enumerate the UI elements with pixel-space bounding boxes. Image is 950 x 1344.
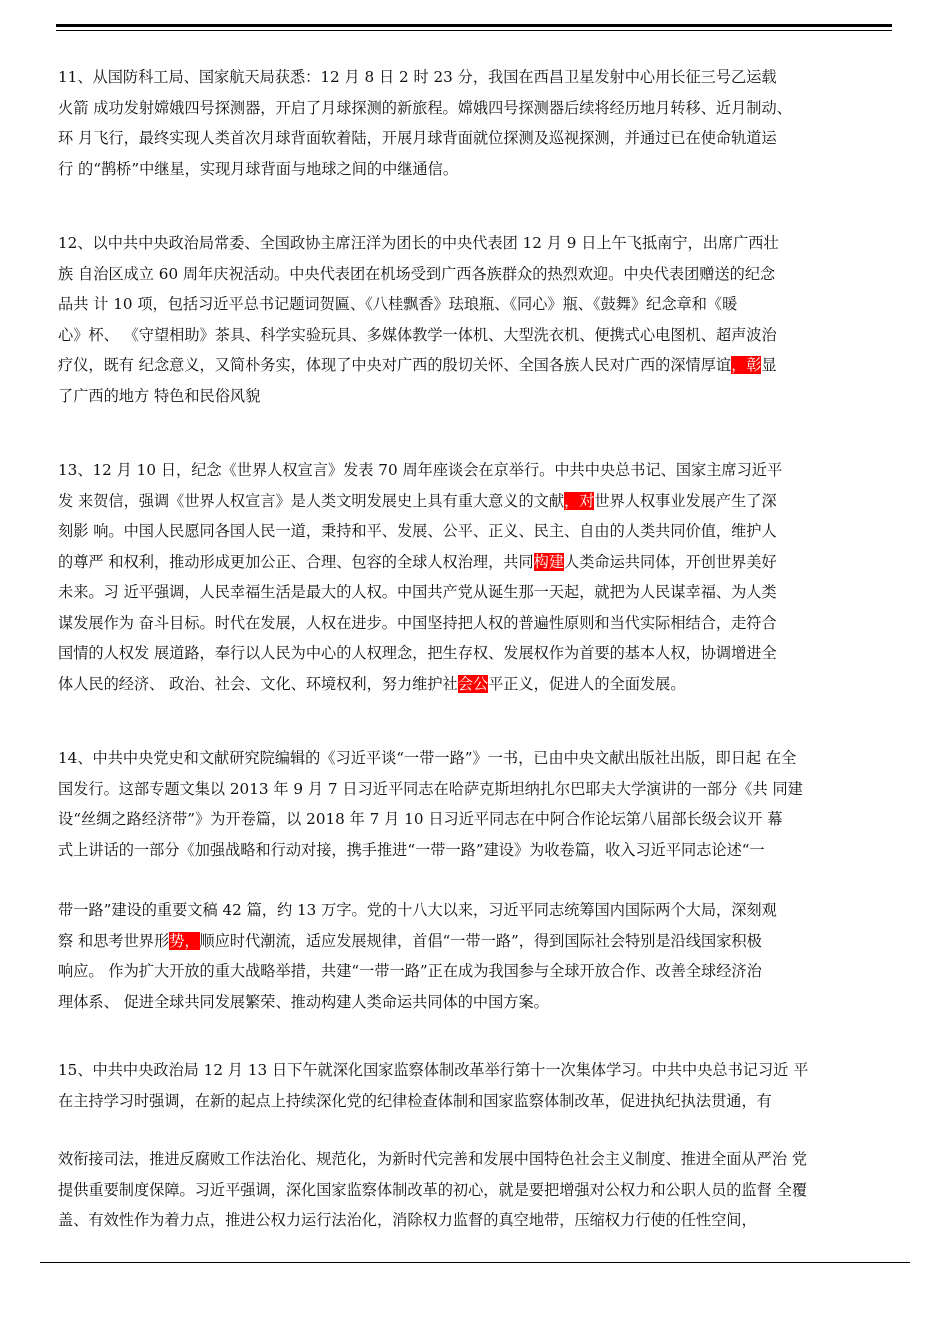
text-line — [58, 289, 898, 320]
text-run: 设“丝绸之路经济带”》为开卷篇，以 2018 年 7 月 10 日习近平同志在中阿合作论坛第八届部长级会议开 幕 — [58, 810, 783, 828]
text-run: 刻影 响。中国人民愿同各国人民一道，秉持和平、发展、公平、正义、民主、自由的人类共同价值，维护人 — [58, 522, 777, 540]
text-line — [58, 1205, 898, 1236]
text-run: 族 自治区成立 60 周年庆祝活动。中央代表团在机场受到广西各族群众的热烈欢迎。中央代表团赠送的纪念 — [58, 264, 776, 283]
text-line — [58, 486, 898, 517]
text-run: 谋发展作为 奋斗目标。时代在发展，人权在进步。中国坚持把人权的普遍性原则和当代实际相结合，走符合 — [58, 613, 777, 632]
text-run: 式上讲话的一部分《加强战略和行动对接，携手推进“一带一路”建设》为收卷篇，收入习近平同志论述“一 — [58, 840, 765, 859]
text-line — [58, 1175, 898, 1206]
text-run: 平正义，促进人的全面发展。 — [488, 674, 686, 693]
news-item-14-continued — [58, 895, 898, 1017]
text-run: 火箭 成功发射嫦娥四号探测器，开启了月球探测的新旅程。嫦娥四号探测器后续将经历地月转移、近月制动、 — [58, 98, 792, 117]
text-line — [58, 350, 898, 381]
text-run: 行 的“鹊桥”中继星，实现月球背面与地球之间的中继通信。 — [58, 159, 459, 178]
highlighted-text: 势， — [169, 931, 200, 950]
news-item-13 — [58, 455, 898, 699]
header-rule-thick — [56, 24, 892, 27]
text-run: 人类命运共同体，开创世界美好 — [564, 552, 777, 571]
highlighted-text: ，对 — [564, 491, 595, 510]
text-run: 效衔接司法，推进反腐败工作法治化、规范化，为新时代完善和发展中国特色社会主义制度、推进全面从严治 党 — [58, 1150, 808, 1168]
header-rule-thin — [56, 30, 892, 31]
text-run: 国情的人权发 展道路，奉行以人民为中心的人权理念，把生存权、发展权作为首要的基本人权，协调增进全 — [58, 644, 777, 662]
text-line — [58, 608, 898, 639]
text-run: 11、从国防科工局、国家航天局获悉：12 月 8 日 2 时 23 分，我国在西昌卫星发射中心用长征三号乙运载 — [58, 68, 777, 86]
news-item-11 — [58, 62, 898, 184]
news-item-15-continued — [58, 1144, 898, 1236]
text-run: 14、中共中央党史和文献研究院编辑的《习近平谈“一带一路”》一书，已由中央文献出版社出版，即日起 在全 — [58, 749, 797, 767]
highlighted-text: 会公 — [457, 674, 489, 693]
text-run: 理体系、 促进全球共同发展繁荣、推动构建人类命运共同体的中国方案。 — [58, 992, 549, 1011]
text-run: 体人民的经济、 政治、社会、文化、环境权利，努力维护社 — [58, 674, 458, 693]
text-run: 盖、有效性作为着力点，推进公权力运行法治化，消除权力监督的真空地带，压缩权力行使的任性空间， — [58, 1211, 757, 1229]
news-item-14 — [58, 743, 898, 865]
text-line — [58, 956, 898, 987]
text-line — [58, 1055, 898, 1086]
text-run: 品共 计 10 项，包括习近平总书记题词贺匾、《八桂飘香》珐琅瓶、《同心》瓶、《鼓舞》纪念章和《暖 — [58, 295, 738, 313]
text-run: 世界人权事业发展产生了深 — [594, 491, 777, 510]
text-line — [58, 743, 898, 774]
text-run: 发 来贺信，强调《世界人权宣言》是人类文明发展史上具有重大意义的文献 — [58, 491, 565, 510]
text-run: 的尊严 和权利，推动形成更加公正、合理、包容的全球人权治理，共同 — [58, 552, 534, 571]
text-line — [58, 638, 898, 669]
text-run: 了广西的地方 特色和民俗风貌 — [58, 386, 261, 405]
text-line — [58, 1086, 898, 1117]
text-line — [58, 62, 898, 93]
text-run: 顺应时代潮流，适应发展规律，首倡“一带一路”，得到国际社会特别是沿线国家积极 — [199, 931, 762, 950]
text-line — [58, 259, 898, 290]
text-line — [58, 926, 898, 957]
text-line — [58, 320, 898, 351]
text-run: 12、以中共中央政治局常委、全国政协主席汪洋为团长的中央代表团 12 月 9 日上午飞抵南宁，出席广西壮 — [58, 234, 779, 252]
text-line — [58, 93, 898, 124]
text-run: 显 — [761, 356, 777, 374]
highlighted-text: ，彰 — [731, 356, 762, 374]
text-line — [58, 381, 898, 412]
text-run: 疗仪，既有 纪念意义，又简朴务实，体现了中央对广西的殷切关怀、全国各族人民对广西的深情厚谊 — [58, 356, 732, 374]
text-line — [58, 774, 898, 805]
text-line — [58, 804, 898, 835]
text-line — [58, 1144, 898, 1175]
text-run: 未来。习 近平强调，人民幸福生活是最大的人权。中国共产党从诞生那一天起，就把为人民谋幸福、为人类 — [58, 583, 777, 601]
footer-rule — [40, 1262, 910, 1263]
text-run: 15、中共中央政治局 12 月 13 日下午就深化国家监察体制改革举行第十一次集体学习。中共中央总书记习近 平 — [58, 1061, 809, 1079]
text-line — [58, 577, 898, 608]
text-line — [58, 987, 898, 1018]
text-run: 提供重要制度保障。习近平强调，深化国家监察体制改革的初心，就是要把增强对公权力和公职人员的监督 全覆 — [58, 1180, 808, 1199]
text-line — [58, 835, 898, 866]
text-line — [58, 895, 898, 926]
text-line — [58, 455, 898, 486]
text-run: 国发行。这部专题文集以 2013 年 9 月 7 日习近平同志在哈萨克斯坦纳扎尔巴耶夫大学演讲的一部分《共 同建 — [58, 779, 803, 798]
document-body — [58, 62, 898, 1236]
text-line — [58, 669, 898, 700]
text-run: 心》杯、 《守望相助》茶具、科学实验玩具、多媒体教学一体机、大型洗衣机、便携式心电图机、超声波治 — [58, 325, 777, 344]
text-run: 在主持学习时强调，在新的起点上持续深化党的纪律检查体制和国家监察体制改革，促进执纪执法贯通，有 — [58, 1091, 772, 1110]
text-line — [58, 228, 898, 259]
text-run: 13、12 月 10 日，纪念《世界人权宣言》发表 70 周年座谈会在京举行。中共中央总书记、国家主席习近平 — [58, 461, 783, 479]
text-run: 察 和思考世界形 — [58, 931, 170, 950]
highlighted-text: 构建 — [533, 552, 565, 571]
text-line — [58, 547, 898, 578]
news-item-15 — [58, 1055, 898, 1116]
text-line — [58, 123, 898, 154]
text-line — [58, 516, 898, 547]
text-run: 带一路”建设的重要文稿 42 篇，约 13 万字。党的十八大以来，习近平同志统筹国内国际两个大局，深刻观 — [58, 901, 777, 919]
text-run: 响应。 作为扩大开放的重大战略举措，共建“一带一路”正在成为我国参与全球开放合作、改善全球经济治 — [58, 962, 762, 980]
text-run: 环 月飞行，最终实现人类首次月球背面软着陆，开展月球背面就位探测及巡视探测，并通过已在使命轨道运 — [58, 129, 777, 147]
text-line — [58, 154, 898, 185]
news-item-12 — [58, 228, 898, 411]
